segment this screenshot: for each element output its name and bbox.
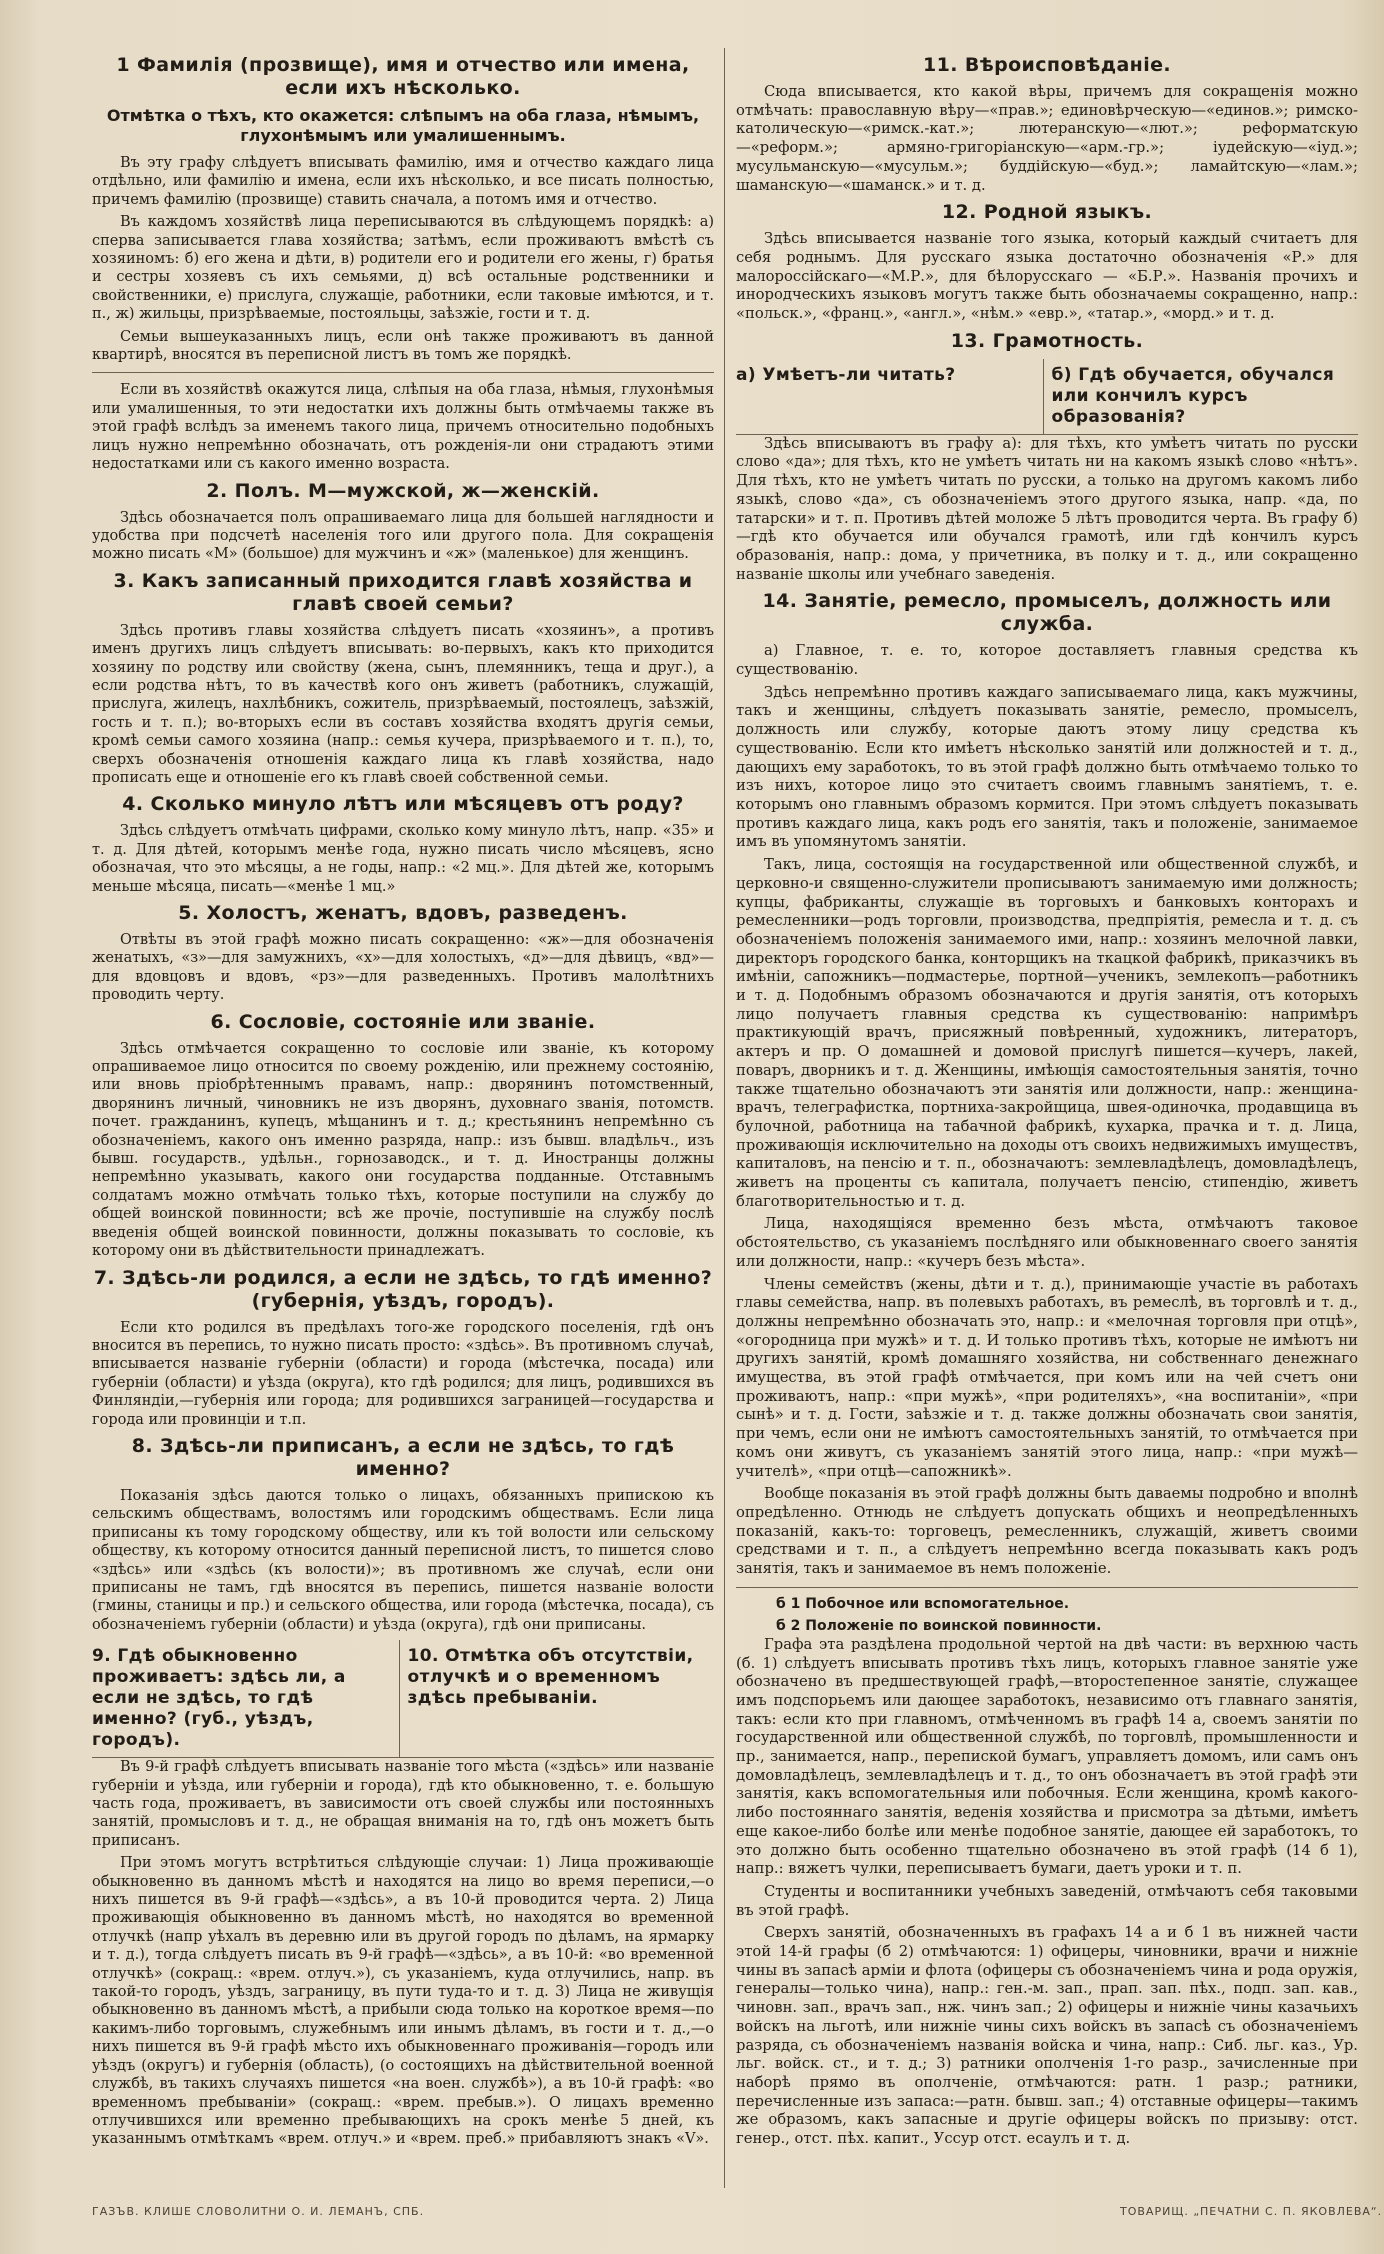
entry-6 xyxy=(92,1011,714,1261)
entry-14-p1: а) Главное, т. е. то, которое доставляетъ главныя средства къ существованію. xyxy=(736,642,1358,679)
entry-14-p4: Лица, находящіяся временно безъ мѣста, отмѣчаютъ таковое обстоятельство, съ указаніемъ послѣдняго или обыкновеннаго своего занятія или должности, напр.: «кучеръ безъ мѣста». xyxy=(736,1215,1358,1270)
entry-1-p3: Семьи вышеуказанныхъ лицъ, если онѣ также проживаютъ въ данной квартирѣ, вносятся въ переписной листъ въ томъ же порядкѣ. xyxy=(92,328,714,364)
entry-14 xyxy=(736,590,1358,2148)
entry-11 xyxy=(736,54,1358,195)
entry-12-p1: Здѣсь вписывается названіе того языка, который каждый считаетъ для себя роднымъ. Для русскаго языка достаточно обозначенія «Р.» для малороссійскаго—«М.Р.», для бѣлорусскаго — «Б.Р.». Названія прочихъ и инородческихъ языковъ могутъ также быть обозначаемы сокращенно, напр.: «польск.», «франц.», «англ.», «нѣм.» «евр.», «татар.», «морд.» и т. д. xyxy=(736,230,1358,323)
divider xyxy=(736,1587,1358,1588)
entry-11-p1: Сюда вписывается, кто какой вѣры, причемъ для сокращенія можно отмѣчать: православную вѣру—«прав.»; единовѣрческую—«единов.»; римско-католическую—«римск.-кат.»; лютеранскую—«лют.»; реформатскую—«реформ.»; армяно-григоріанскую—«арм.-гр.»; іудейскую—«іуд.»; мусульманскую—«мусульм.»; буддійскую—«буд.»; ламайтскую—«лам.»; шаманскую—«шаманск.» и т. д. xyxy=(736,83,1358,194)
entry-4-title: 4. Сколько минуло лѣтъ или мѣсяцевъ отъ роду? xyxy=(122,793,684,816)
entry-9-title: 9. Гдѣ обыкновенно проживаетъ: здѣсь ли, а если не здѣсь, то гдѣ именно? (губ., уѣздъ, городъ). xyxy=(92,1646,346,1751)
entry-7-title: 7. Здѣсь-ли родился, а если не здѣсь, то гдѣ именно? (губернія, уѣздъ, городъ). xyxy=(93,1266,713,1312)
entry-2-title: 2. Полъ. М—мужской, ж—женскій. xyxy=(206,479,600,502)
entries-9-10-header xyxy=(92,1640,714,1758)
entry-7 xyxy=(92,1267,714,1429)
entry-14-p6: Вообще показанія въ этой графѣ должны быть даваемы подробно и вполнѣ опредѣленно. Отнюдь не слѣдуетъ допускать общихъ и неопредѣленныхъ показаній, какъ-то: торговецъ, ремесленникъ, служащій, живетъ своими средствами и т. п., а слѣдуетъ непремѣнно всегда показывать какъ родъ занятія, такъ и занимаемое въ немъ положеніе. xyxy=(736,1485,1358,1578)
entry-14-b-p1: Графа эта раздѣлена продольной чертой на двѣ части: въ верхнюю часть (б. 1) слѣдуетъ вписывать противъ тѣхъ лицъ, которыхъ главное занятіе уже обозначено въ предшествующей графѣ,—второстепенное занятіе, служащее имъ подспорьемъ или дающее заработокъ, независимо отъ главнаго занятія, такъ: если кто при главномъ, отмѣченномъ въ графѣ 14 а, своемъ занятіи по государственной или общественной службѣ, по торговлѣ, промышленности и пр., занимается, напр., перепиской бумагъ, управляетъ домомъ, или самъ онъ домовладѣлецъ, землевладѣлецъ и т. д., то онъ обозначаетъ въ этой графѣ эти занятія, какъ вспомогательныя или побочныя. Если женщина, кромѣ какого-либо постояннаго занятія, веденія хозяйства и присмотра за дѣтьми, имѣетъ еще какое-либо болѣе или менѣе подобное занятіе, дающее ей заработокъ, то это должно быть особенно тщательно обозначено въ этой графѣ (14 б 1), напр.: вяжетъ чулки, переписываетъ бумаги, даетъ уроки и т. п. xyxy=(736,1635,1358,1878)
entry-12-title: 12. Родной языкъ. xyxy=(941,201,1153,224)
entry-6-p1: Здѣсь отмѣчается сокращенно то сословіе или званіе, къ которому опрашиваемое лицо относится по своему рожденію, или прежнему состоянію, или вновь пріобрѣтеннымъ правамъ, напр.: дворянинъ потомственный, дворянинъ личный, чиновникъ не изъ дворянъ, духовнаго званія, потомств. почет. гражданинъ, купецъ, мѣщанинъ и т. д.; крестьянинъ непремѣнно съ обозначеніемъ, какого онъ именно разряда, напр.: изъ бывш. владѣльч., изъ бывш. государств., удѣльн., горнозаводск., и т. д. Иностранцы должны непремѣнно указывать, какого они государства подданные. Отставнымъ солдатамъ можно отмѣчать только тѣхъ, которые поступили на службу до общей воинской повинности; всѣ же прочіе, поступившіе на службу послѣ введенія общей воинской повинности, должны показывать то сословіе, къ которому они въ дѣйствительности принадлежатъ. xyxy=(92,1040,714,1260)
entry-1-subtitle: Отмѣтка о тѣхъ, кто окажется: слѣпымъ на оба глаза, нѣмымъ, глухонѣмымъ или умалишеннымъ. xyxy=(106,106,700,145)
entry-14-b-p3: Сверхъ занятій, обозначенныхъ въ графахъ 14 а и б 1 въ нижней части этой 14-й графы (б 2) отмѣчаются: 1) офицеры, чиновники, врачи и нижніе чины въ запасѣ арміи и флота (офицеры съ обозначеніемъ чина и рода оружія, генералы—только чина), напр.: ген.-м. зап., прап. зап. пѣх., подп. зап. кав., чиновн. зап., врачъ зап., нж. чинъ зап.; 2) офицеры и нижніе чины казачьихъ войскъ на льготѣ, или нижніе чины сихъ войскъ въ запасѣ съ обозначеніемъ разряда, съ обозначеніемъ названія войска и чина, напр.: Сиб. льг. каз., Ур. льг. войск. ст., и т. д.; 3) ратники ополченія 1-го разр., зачисленные при наборѣ прямо въ ополченіе, отмѣчаются: ратн. 1 разр.; ратники, перечисленные изъ запаса:—ратн. бывш. зап.; 4) отставные офицеры—такимъ же образомъ, какъ запасные и другіе офицеры войскъ по призыву: отст. генер., отст. пѣх. капит., Уссур отст. есаулъ и т. д. xyxy=(736,1924,1358,2148)
entry-2-p1: Здѣсь обозначается полъ опрашиваемаго лица для большей наглядности и удобства при подсчетѣ населенія того или другого пола. Для сокращенія можно писать «М» (большое) для мужчинъ и «ж» (маленькое) для женщинъ. xyxy=(92,509,714,563)
literacy-a: а) Умѣетъ-ли читать? xyxy=(736,364,956,385)
printer-credit-left: ГАЗЪВ. КЛИШЕ СЛОВОЛИТНИ О. И. ЛЕМАНЪ, СПБ. xyxy=(92,2205,425,2218)
entry-5-title: 5. Холостъ, женатъ, вдовъ, разведенъ. xyxy=(178,902,628,924)
entry-13 xyxy=(736,330,1358,585)
entry-6-title: 6. Сословіе, состояніе или званіе. xyxy=(210,1010,596,1033)
entry-14-b1-title: б 1 Побочное или вспомогательное. xyxy=(776,1595,1070,1612)
entry-10-title: 10. Отмѣтка объ отсутствіи, отлучкѣ и о временномъ здѣсь пребываніи. xyxy=(407,1646,694,1709)
entry-8-p1: Показанія здѣсь даются только о лицахъ, обязанныхъ припискою къ сельскимъ обществамъ, волостямъ или городскимъ обществамъ. Если лица приписаны къ тому городскому обществу, или къ той волости или сельскому обществу, къ которому относится данный переписной листъ, то пишется слово «здѣсь» или «здѣсь (къ волости)»; въ противномъ же случаѣ, если они приписаны не тамъ, гдѣ вносятся въ перепись, пишется названіе волости (гмины, станицы и пр.) и сельского общества, или города (мѣстечка, посада), съ обозначеніемъ губерніи (области) и уѣзда (округа), гдѣ они приписаны. xyxy=(92,1487,714,1633)
entry-14-p5: Члены семействъ (жены, дѣти и т. д.), принимающіе участіе въ работахъ главы семейства, напр. въ полевыхъ работахъ, въ ремеслѣ, въ торговлѣ и т. д., должны непремѣнно обозначать это, напр.: и «мелочная торговля при отцѣ», «огородница при мужѣ» и т. д. И только противъ тѣхъ, которые не имѣютъ ни другихъ занятій, кромѣ домашняго хозяйства, ни собственнаго денежнаго имущества, въ этой графѣ отмѣчается, при комъ или на чей счетъ они проживаютъ, напр.: «при мужѣ», «при родителяхъ», «на воспитаніи», «при сынѣ» и т. д. Гости, заѣзжіе и т. д. также должны обозначать свои занятія, при чемъ, если они не имѣютъ самостоятельныхъ занятій, то отмѣчается при комъ они живутъ, съ указаніемъ занятій этого лица, напр.: «при мужѣ—учителѣ», «при отцѣ—сапожникѣ». xyxy=(736,1275,1358,1480)
right-column xyxy=(736,48,1358,2155)
entry-14-p3: Такъ, лица, состоящія на государственной или общественной службѣ, и церковно-и священно-служители прописываютъ занимаемую ими должность; купцы, фабриканты, служащіе въ торговыхъ и банковыхъ конторахъ и ремесленники—родъ торговли, производства, предпріятія, ремесла и т. д. съ обозначеніемъ положенія занимаемого ими, напр.: хозяинъ мелочной лавки, директоръ городского банка, конторщикъ на ткацкой фабрикѣ, приказчикъ въ имѣніи, сапожникъ—подмастерье, портной—ученикъ, землекопъ—работникъ и т. д. Подобнымъ образомъ обозначаются и другія занятія, отъ которыхъ лицо получаетъ главныя средства къ существованію: напримѣръ практикующій врачъ, присяжный повѣренный, художникъ, литераторъ, актеръ и пр. О домашней и домовой прислугѣ пишется—кучеръ, лакей, поваръ, дворникъ и т. д. Женщины, имѣющія самостоятельныя занятія, точно также тщательно обозначаютъ эти занятія или должности, напр.: женщина-врачъ, телеграфистка, портниха-закройщица, швея-одиночка, продавщица въ булочной, работница на табачной фабрикѣ, кухарка, прачка и т. д. Лица, проживающія исключительно на доходы отъ своихъ недвижимыхъ имуществъ, капиталовъ, на пенсію и т. п., обозначаютъ: землевладѣлецъ, домовладѣлецъ, живетъ на проценты съ капитала, получаетъ пенсію, стипендію, живетъ благотворительностью и т. д. xyxy=(736,856,1358,1210)
divider xyxy=(92,372,714,373)
entry-3 xyxy=(92,570,714,788)
entry-14-b-p2: Студенты и воспитанники учебныхъ заведеній, отмѣчаютъ себя таковыми въ этой графѣ. xyxy=(736,1882,1358,1919)
entry-13-p1: Здѣсь вписываютъ въ графу а): для тѣхъ, кто умѣетъ читать по русски слово «да»; для тѣхъ, кто не умѣетъ читать ни на какомъ языкѣ слово «нѣтъ». Для тѣхъ, кто не умѣетъ читать по русски, а только на другомъ какомъ либо языкѣ, слово «да», съ обозначеніемъ этого другого языка, напр. «да, по татарски» и т. п. Противъ дѣтей моложе 5 лѣтъ проводится черта. Въ графу б)—гдѣ кто обучается или обучался грамотѣ, или гдѣ кончилъ курсъ образованія, напр.: дома, у причетника, въ полку и т. д., или сокращенно названіе школы или учебнаго заведенія. xyxy=(736,434,1358,583)
entry-2 xyxy=(92,480,714,564)
entry-14-title: 14. Занятіе, ремесло, промыселъ, должность или служба. xyxy=(762,590,1332,636)
entry-12 xyxy=(736,201,1358,324)
entry-5-p1: Отвѣты въ этой графѣ можно писать сокращенно: «ж»—для обозначенія женатыхъ, «з»—для замужнихъ, «х»—для холостыхъ, «д»—для дѣвицъ, «вд»—для вдовцовъ и вдовъ, «рз»—для разведенныхъ. Противъ малолѣтнихъ проводить черту. xyxy=(92,932,714,1004)
entry-9-p2: При этомъ могутъ встрѣтиться слѣдующіе случаи: 1) Лица проживающіе обыкновенно въ данномъ мѣстѣ и находятся на лицо во время переписи,—о нихъ пишется въ 9-й графѣ—«здѣсь», а въ 10-й проводится черта. 2) Лица проживающія обыкновенно въ данномъ мѣстѣ, но находятся во временной отлучкѣ (напр уѣхалъ въ деревню или въ другой городъ по дѣламъ, на ярмарку и т. д.), тогда слѣдуетъ писать въ 9-й графѣ—«здѣсь», а въ 10-й: «во временной отлучкѣ» (сокращ.: «врем. отлуч.»), съ указаніемъ, куда отлучились, напр. въ такой-то городъ, уѣздъ, заграницу, въ пути туда-то и т. д. 3) Лица не живущія обыкновенно въ данномъ мѣстѣ, а прибыли сюда только на короткое время—по какимъ-либо торговымъ, служебнымъ или инымъ дѣламъ, въ гости и т. д.,—о нихъ пишется въ 9-й графѣ мѣсто ихъ обыкновеннаго проживанія—городъ или уѣздъ (округъ) и губернія (область), (о состоящихъ на дѣйствительной военной службѣ, въ такихъ случаяхъ пишется «на воен. службѣ»), а въ 10-й графѣ: «во временномъ пребываніи» (сокращ.: «врем. пребыв.»). О лицахъ временно отлучившихся или временно пребывающихъ на срокъ менѣе 5 дней, къ указаннымъ отмѣткамъ «врем. отлуч.» и «врем. преб.» прибавляютъ знакъ «V». xyxy=(92,1855,714,2148)
entry-3-title: 3. Какъ записанный приходится главѣ хозяйства и главѣ своей семьи? xyxy=(113,569,693,615)
entry-7-p1: Если кто родился въ предѣлахъ того-же городского поселенія, гдѣ онъ вносится въ перепись, то нужно писать просто: «здѣсь». Въ противномъ случаѣ, вписывается названіе губерніи (области) и города (мѣстечка, посада) или губерніи (области) и уѣзда (округа), кто гдѣ родился; для лицъ, родившихся въ Финляндіи,—губернія или города; для родившихся заграницей—государства и города или провинціи и т.п. xyxy=(92,1319,714,1428)
entry-4 xyxy=(92,793,714,896)
column-divider xyxy=(724,48,725,2188)
entry-8-title: 8. Здѣсь-ли приписанъ, а если не здѣсь, то гдѣ именно? xyxy=(131,1434,675,1480)
entry-1-p2: Въ каждомъ хозяйствѣ лица переписываются въ слѣдующемъ порядкѣ: а) сперва записывается глава хозяйства; затѣмъ, если проживаютъ вмѣстѣ съ хозяиномъ: б) его жена и дѣти, в) родители его и родители его жены, г) братья и сестры хозяевъ съ ихъ семьями, д) всѣ остальные родственники и свойственники, е) прислуга, служащіе, работники, если таковые имѣются, и т. п., ж) жильцы, призрѣваемые, постояльцы, заѣзжіе, гости и т. д. xyxy=(92,214,714,323)
entry-11-title: 11. Вѣроисповѣданіе. xyxy=(922,54,1172,76)
entry-1 xyxy=(92,54,714,474)
entry-1-p4: Если въ хозяйствѣ окажутся лица, слѣпыя на оба глаза, нѣмыя, глухонѣмыя или умалишенныя, то эти недостатки ихъ должны быть отмѣчаемы также въ этой графѣ вслѣдъ за именемъ такого лица, причемъ относительно подобныхъ лицъ нужно непремѣнно обозначать, отъ рожденія-ли они страдаютъ этими недостатками или съ какого именно возраста. xyxy=(92,382,714,473)
entry-14-p2: Здѣсь непремѣнно противъ каждаго записываемаго лица, какъ мужчины, такъ и женщины, слѣдуетъ показывать занятіе, ремесло, промыселъ, должность или службу, которые даютъ этому лицу средства къ существованію. Если кто имѣетъ нѣсколько занятій или должностей и т. д., дающихъ ему заработокъ, то въ этой графѣ должно быть отмѣчаемо только то изъ нихъ, которое лицо это считаетъ своимъ главнымъ занятіемъ, т. е. которымъ оно главнымъ образомъ кормится. При этомъ слѣдуетъ показывать противъ каждаго лица, какъ родъ его занятія, такъ и положеніе, занимаемое имъ въ упомянутомъ занятіи. xyxy=(736,683,1358,851)
entry-8 xyxy=(92,1435,714,1634)
entry-13-title: 13. Грамотность. xyxy=(950,329,1144,352)
entry-3-p1: Здѣсь противъ главы хозяйства слѣдуетъ писать «хозяинъ», а противъ именъ другихъ лицъ слѣдуетъ вписывать: во-первыхъ, какъ кто приходится хозяину по родству или свойству (жена, сынъ, племянникъ, теща и друг.), а если родства нѣтъ, то въ качествѣ кого онъ живетъ (работникъ, служащій, прислуга, жилецъ, нахлѣбникъ, сожитель, призрѣваемый, постоялецъ, заѣзжій, гость и т. п.); во-вторыхъ если въ составъ хозяйства входятъ другія семьи, кромѣ семьи самого хозяина (напр.: семья кучера, призрѣваемого и т. п.), то, сверхъ обозначенія отношенія каждаго лица къ главѣ хозяйства, надо прописать еще и отношеніе его къ главѣ своей собственной семьи. xyxy=(92,622,714,786)
left-column xyxy=(92,48,714,2153)
literacy-b: б) Гдѣ обучается, обучался или кончилъ курсъ образованія? xyxy=(1051,364,1335,427)
entry-1-title: 1 Фамилія (прозвище), имя и отчество или имена, если ихъ нѣсколько. xyxy=(116,54,690,99)
entry-5 xyxy=(92,902,714,1005)
entry-9-p1: Въ 9-й графѣ слѣдуетъ вписывать названіе того мѣста («здѣсь» или названіе губерніи и уѣзда, или губерніи и города), гдѣ кто обыкновенно, т. е. большую часть года, проживаетъ, въ зависимости отъ своей службы или постоянныхъ занятій, промысловъ и т. д., не обращая вниманія на то, гдѣ онъ можетъ быть приписанъ. xyxy=(92,1759,714,1849)
literacy-subheaders xyxy=(736,359,1358,435)
entry-1-p1: Въ эту графу слѣдуетъ вписывать фамилію, имя и отчество каждаго лица отдѣльно, или фамилію и имена, если ихъ нѣсколько, и все писать полностью, причемъ фамилію (прозвище) ставить сначала, а потомъ имя и отчество. xyxy=(92,155,714,208)
printer-credit-right: ТОВАРИЩ. „ПЕЧАТНИ С. П. ЯКОВЛЕВА“. xyxy=(1120,2205,1383,2218)
entry-4-p1: Здѣсь слѣдуетъ отмѣчать цифрами, сколько кому минуло лѣтъ, напр. «35» и т. д. Для дѣтей, которымъ менѣе года, нужно писать число мѣсяцевъ, ясно обозначая, что это мѣсяцы, а не годы, напр.: «2 мц.». Для дѣтей же, которымъ меньше мѣсяца, писать—«менѣе 1 мц.» xyxy=(92,823,714,895)
entry-14-b2-title: б 2 Положеніе по воинской повинности. xyxy=(776,1617,1102,1634)
